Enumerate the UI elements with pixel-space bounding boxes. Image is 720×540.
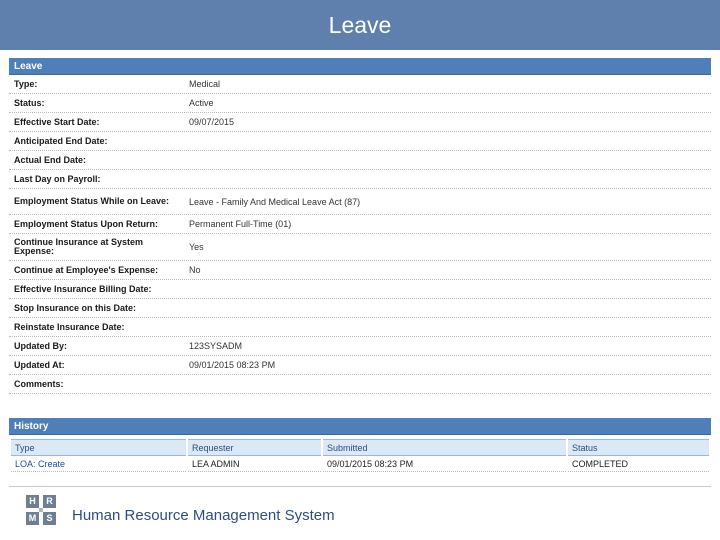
field-label: Continue at Employee's Expense: xyxy=(14,264,159,275)
slide-title: Leave xyxy=(328,11,392,38)
column-header-requester[interactable]: Requester xyxy=(188,439,321,456)
history-header-row xyxy=(11,439,709,456)
field-row-comments xyxy=(9,375,711,394)
field-label: Effective Start Date: xyxy=(14,116,100,127)
history-submitted: 09/01/2015 08:23 PM xyxy=(323,456,566,472)
logo-letter: S xyxy=(43,512,56,525)
field-label: Actual End Date: xyxy=(14,154,87,165)
field-row-anticipated-end-date xyxy=(9,132,711,151)
history-panel-title: History xyxy=(9,418,711,435)
field-label: Comments: xyxy=(14,378,64,389)
logo-letter: R xyxy=(43,495,56,508)
field-value: Permanent Full-Time (01) xyxy=(189,219,292,229)
history-status: COMPLETED xyxy=(568,456,709,472)
history-requester: LEA ADMIN xyxy=(188,456,321,472)
field-row-employment-status-while-on-leave xyxy=(9,189,711,215)
field-row-effective-insurance-billing-date xyxy=(9,280,711,299)
logo-text: Human Resource Management System xyxy=(72,506,335,524)
table-row xyxy=(11,456,709,472)
field-row-updated-by xyxy=(9,337,711,356)
field-row-updated-at xyxy=(9,356,711,375)
field-label: Status: xyxy=(14,97,45,108)
field-label: Updated By: xyxy=(14,340,68,351)
field-label: Continue Insurance at System Expense: xyxy=(14,237,144,256)
field-value: Active xyxy=(189,98,214,108)
field-value: 123SYSADM xyxy=(189,341,243,351)
field-label: Updated At: xyxy=(14,359,65,370)
field-row-continue-employee-expense xyxy=(9,261,711,280)
history-type-link[interactable]: LOA: Create xyxy=(11,456,186,472)
history-table xyxy=(9,439,711,472)
field-value: Yes xyxy=(189,242,204,252)
logo-letter: M xyxy=(26,512,39,525)
field-label: Last Day on Payroll: xyxy=(14,173,101,184)
field-row-effective-start-date xyxy=(9,113,711,132)
hrms-logo-icon xyxy=(26,495,66,535)
field-row-reinstate-insurance-date xyxy=(9,318,711,337)
column-header-status[interactable]: Status xyxy=(568,439,709,456)
field-row-last-day-on-payroll xyxy=(9,170,711,189)
field-value: Leave - Family And Medical Leave Act (87) xyxy=(189,196,361,207)
leave-panel xyxy=(9,58,711,394)
field-row-employment-status-upon-return xyxy=(9,215,711,234)
slide-header xyxy=(0,0,720,50)
field-row-status xyxy=(9,94,711,113)
field-label: Effective Insurance Billing Date: xyxy=(14,283,152,294)
field-label: Type: xyxy=(14,78,38,89)
column-header-submitted[interactable]: Submitted xyxy=(323,439,566,456)
footer-divider xyxy=(9,486,711,487)
field-value: Medical xyxy=(189,79,221,89)
history-panel xyxy=(9,418,711,472)
logo-letter: H xyxy=(26,495,39,508)
field-label: Stop Insurance on this Date: xyxy=(14,302,137,313)
field-label: Anticipated End Date: xyxy=(14,135,108,146)
field-value: 09/07/2015 xyxy=(189,117,235,127)
leave-panel-title: Leave xyxy=(9,58,711,75)
field-row-continue-insurance-system-expense xyxy=(9,234,711,261)
field-label: Reinstate Insurance Date: xyxy=(14,321,125,332)
field-label: Employment Status While on Leave: xyxy=(14,196,170,206)
field-value: 09/01/2015 08:23 PM xyxy=(189,360,276,370)
hrms-logo xyxy=(26,495,335,535)
field-value: No xyxy=(189,265,201,275)
column-header-type[interactable]: Type xyxy=(11,439,186,456)
field-row-actual-end-date xyxy=(9,151,711,170)
leave-field-list xyxy=(9,75,711,394)
field-label: Employment Status Upon Return: xyxy=(14,218,159,229)
field-row-type xyxy=(9,75,711,94)
field-row-stop-insurance-date xyxy=(9,299,711,318)
